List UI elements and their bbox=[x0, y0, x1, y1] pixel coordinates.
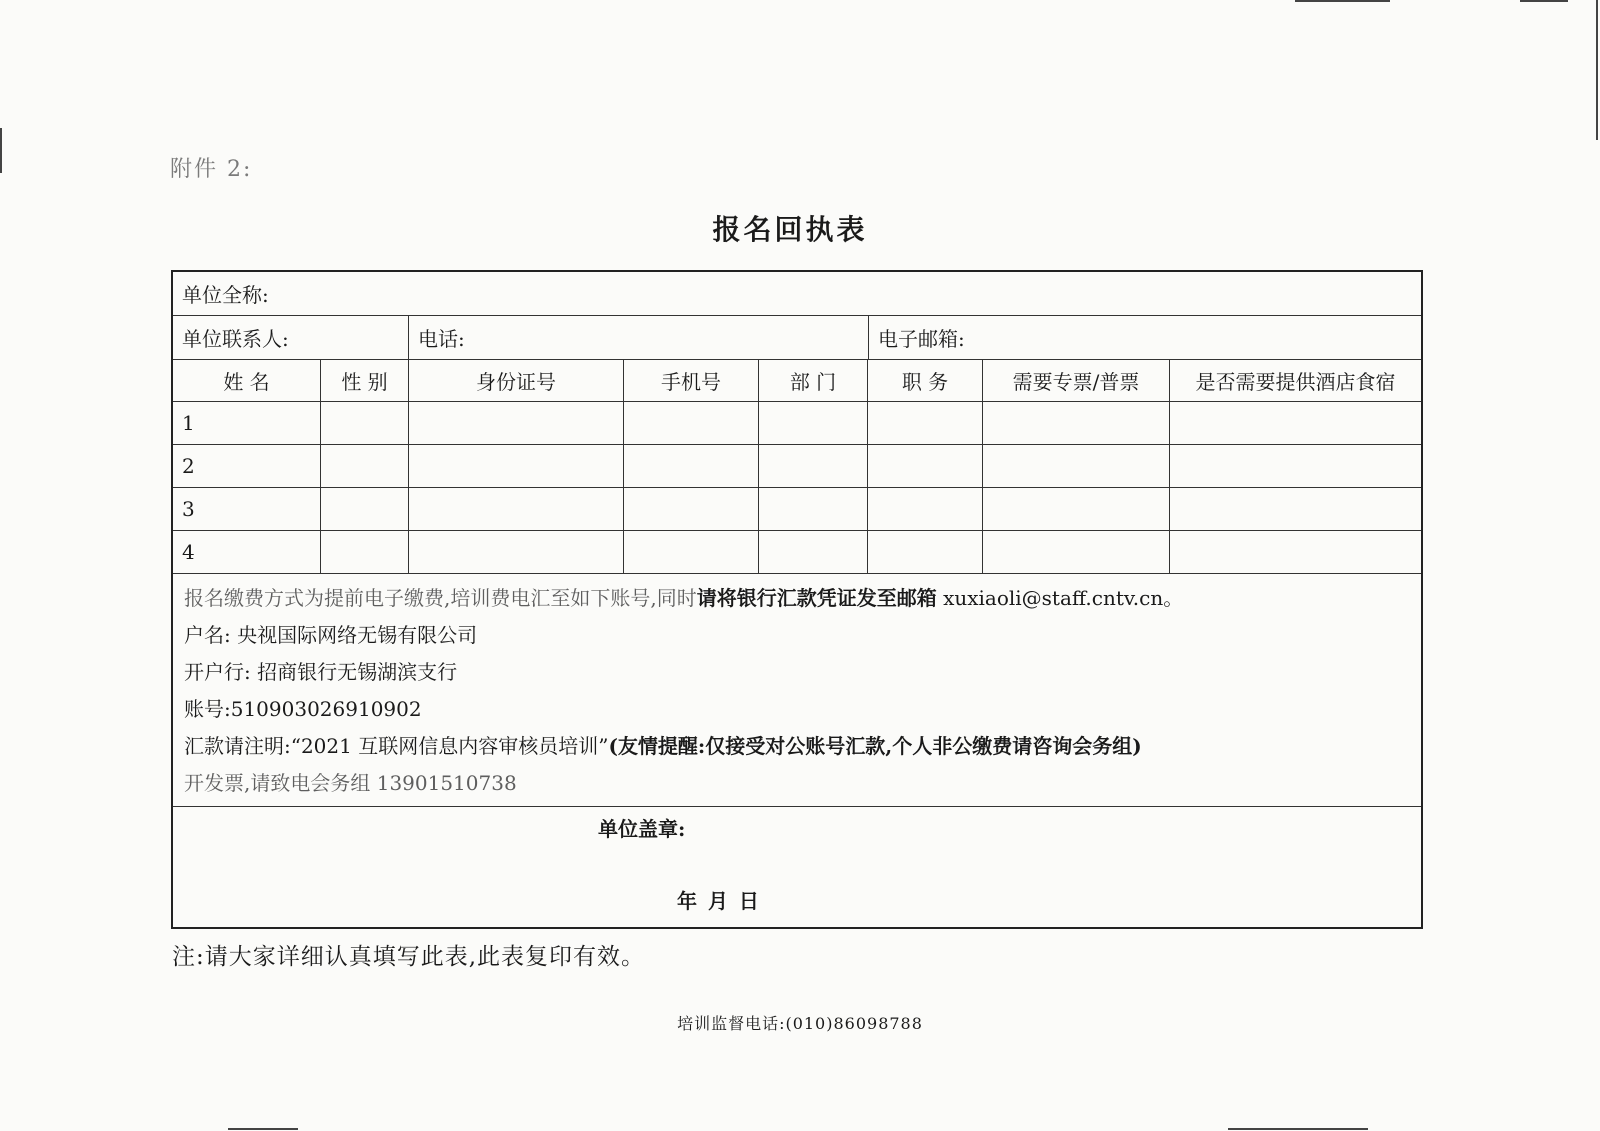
header-mobile: 手机号 bbox=[624, 360, 759, 401]
position-cell[interactable] bbox=[868, 531, 983, 573]
phone-field[interactable] bbox=[409, 316, 869, 359]
row-number: 3 bbox=[182, 497, 195, 521]
id-number-cell[interactable] bbox=[409, 531, 624, 573]
department-cell[interactable] bbox=[759, 402, 868, 444]
account-name: 户名: 央视国际网络无锡有限公司 bbox=[184, 623, 478, 647]
header-invoice-type: 需要专票/普票 bbox=[983, 360, 1170, 401]
attachment-label: 附件 2: bbox=[170, 157, 253, 182]
department-cell[interactable] bbox=[759, 531, 868, 573]
gender-cell[interactable] bbox=[321, 488, 409, 530]
position-cell[interactable] bbox=[868, 402, 983, 444]
table-header-row bbox=[173, 360, 1421, 402]
scan-edge-top-right bbox=[1520, 0, 1568, 2]
header-hotel-meals: 是否需要提供酒店食宿 bbox=[1195, 370, 1396, 394]
payment-voucher-instruction: 请将银行汇款凭证发至邮箱 bbox=[696, 586, 937, 610]
table-row bbox=[173, 531, 1421, 574]
id-number-cell[interactable] bbox=[409, 402, 624, 444]
unit-full-name-field[interactable] bbox=[173, 272, 1421, 315]
mobile-cell[interactable] bbox=[624, 445, 759, 487]
header-name: 姓 名 bbox=[173, 360, 321, 401]
form-note: 注:请大家详细认真填写此表,此表复印有效。 bbox=[172, 944, 646, 970]
email-label: 电子邮箱: bbox=[878, 327, 965, 351]
unit-full-name-row bbox=[173, 272, 1421, 316]
payment-method-line bbox=[184, 580, 1410, 617]
scan-edge-top bbox=[1295, 0, 1390, 2]
table-row bbox=[173, 488, 1421, 531]
mobile-cell[interactable] bbox=[624, 488, 759, 530]
position-cell[interactable] bbox=[868, 445, 983, 487]
name-cell[interactable] bbox=[173, 445, 321, 487]
mobile-cell[interactable] bbox=[624, 531, 759, 573]
contact-person-label: 单位联系人: bbox=[182, 327, 289, 351]
table-row bbox=[173, 402, 1421, 445]
header-gender: 性 别 bbox=[321, 360, 409, 401]
hotel-meals-cell[interactable] bbox=[1170, 531, 1421, 573]
department-cell[interactable] bbox=[759, 445, 868, 487]
contact-person-field[interactable] bbox=[173, 316, 409, 359]
header-position: 职 务 bbox=[868, 360, 983, 401]
remittance-reminder: (友情提醒:仅接受对公账号汇款,个人非公缴费请咨询会务组) bbox=[608, 734, 1142, 758]
name-cell[interactable] bbox=[173, 531, 321, 573]
invoice-type-cell[interactable] bbox=[983, 531, 1170, 573]
bank-name: 开户行: 招商银行无锡湖滨支行 bbox=[184, 660, 458, 684]
id-number-cell[interactable] bbox=[409, 488, 624, 530]
position-cell[interactable] bbox=[868, 488, 983, 530]
payment-method-text: 报名缴费方式为提前电子缴费,培训费电汇至如下账号,同时 bbox=[184, 586, 697, 610]
department-cell[interactable] bbox=[759, 488, 868, 530]
scan-edge-right bbox=[1596, 0, 1598, 140]
table-row bbox=[173, 445, 1421, 488]
contact-row bbox=[173, 316, 1421, 360]
gender-cell[interactable] bbox=[321, 445, 409, 487]
row-number: 1 bbox=[182, 411, 195, 435]
form-title: 报名回执表 bbox=[712, 213, 868, 246]
invoice-type-cell[interactable] bbox=[983, 488, 1170, 530]
hotel-meals-cell[interactable] bbox=[1170, 445, 1421, 487]
payment-email: xuxiaoli@staff.cntv.cn。 bbox=[936, 586, 1184, 610]
id-number-cell[interactable] bbox=[409, 445, 624, 487]
payment-info bbox=[173, 574, 1421, 807]
scan-edge-left bbox=[0, 128, 2, 173]
account-number: 账号:510903026910902 bbox=[184, 697, 422, 721]
row-number: 4 bbox=[182, 540, 195, 564]
seal-area[interactable] bbox=[173, 807, 1421, 927]
row-number: 2 bbox=[182, 454, 195, 478]
invoice-type-cell[interactable] bbox=[983, 402, 1170, 444]
hotel-meals-cell[interactable] bbox=[1170, 488, 1421, 530]
seal-date: 年 月 日 bbox=[677, 889, 761, 913]
seal-label: 单位盖章: bbox=[598, 817, 686, 841]
mobile-cell[interactable] bbox=[624, 402, 759, 444]
email-field[interactable] bbox=[869, 316, 1421, 359]
remittance-note: 汇款请注明:“2021 互联网信息内容审核员培训” bbox=[184, 734, 609, 758]
name-cell[interactable] bbox=[173, 488, 321, 530]
scan-edge-bottom-right bbox=[1228, 1128, 1368, 1130]
gender-cell[interactable] bbox=[321, 531, 409, 573]
invoice-note: 开发票,请致电会务组 13901510738 bbox=[184, 771, 517, 795]
registration-form bbox=[171, 270, 1423, 929]
unit-full-name-label: 单位全称: bbox=[182, 283, 269, 307]
header-id-number: 身份证号 bbox=[409, 360, 624, 401]
phone-label: 电话: bbox=[418, 327, 465, 351]
header-department: 部 门 bbox=[759, 360, 868, 401]
invoice-type-cell[interactable] bbox=[983, 445, 1170, 487]
gender-cell[interactable] bbox=[321, 402, 409, 444]
hotel-meals-cell[interactable] bbox=[1170, 402, 1421, 444]
name-cell[interactable] bbox=[173, 402, 321, 444]
remittance-note-line bbox=[184, 728, 1410, 765]
scan-edge-bottom bbox=[228, 1128, 298, 1130]
supervision-phone: 培训监督电话:(010)86098788 bbox=[677, 1014, 923, 1033]
